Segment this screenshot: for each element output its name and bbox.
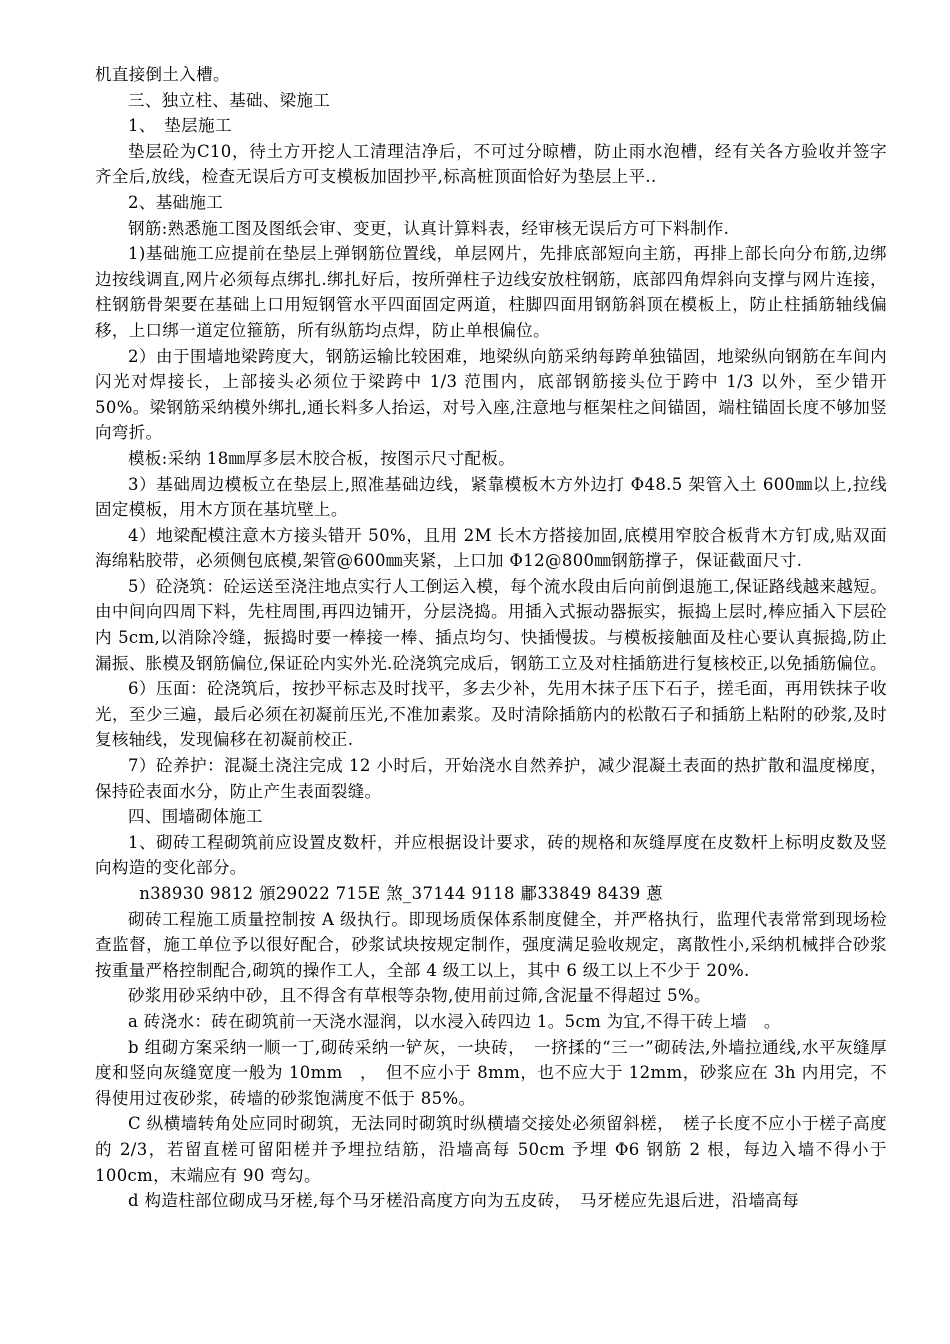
document-body bbox=[95, 62, 887, 1214]
paragraph-structural-column: d 构造柱部位砌成马牙槎,每个马牙槎沿高度方向为五皮砖， 马牙槎应先退后进，沿墙高每 bbox=[128, 1191, 800, 1211]
subheading-cushion-layer: 1、 垫层施工 bbox=[128, 116, 232, 136]
paragraph-bonding-scheme: b 组砌方案采纳一顺一丁,砌砖采纳一铲灰，一块砖， 一挤揉的“三一”砌砖法,外墙拉通线,水平灰缝厚度和竖向灰缝宽度一般为 10mm ， 但不应小于 8mm，也不应大于 12mm，砂浆应在 3h 内用完，不得使用过夜砂浆，砖墙的砂浆饱满度不低于 85%。 bbox=[95, 1037, 887, 1108]
paragraph-concrete-pouring: 5）砼浇筑：砼运送至浇注地点实行人工倒运入模，每个流水段由后向前倒退施工,保证路线越来越短。由中间向四周下料，先柱周围,再四边铺开，分层浇捣。用插入式振动器振实，振捣上层时,棒应插入下层砼内 5cm,以消除冷缝，振捣时要一棒接一棒、插点均匀、快插慢拔。与模板接触面及柱心要认真振捣,防止漏振、胀模及钢筋偏位,保证砼内实外光.砼浇筑完成后，钢筋工立及对柱插筋进行复核校正,以免插筋偏位。 bbox=[95, 576, 887, 673]
paragraph-rebar-item-2: 2）由于围墙地梁跨度大，钢筋运输比较困难，地梁纵向筋采纳每跨单独锚固，地梁纵向钢筋在车间内闪光对焊接长，上部接头必须位于梁跨中 1/3 范围内，底部钢筋接头位于跨中 1/3 以外，至少错开 50%。梁钢筋采纳模外绑扎,通长料多人抬运，对号入座,注意地与框架柱之间锚固，端柱锚固长度不够加竖向弯折。 bbox=[95, 346, 887, 443]
section-heading-columns-foundations-beams: 三、独立柱、基础、梁施工 bbox=[128, 90, 331, 110]
paragraph-formwork-intro: 模板:采纳 18㎜厚多层木胶合板，按图示尺寸配板。 bbox=[128, 448, 516, 468]
paragraph-rebar-intro: 钢筋:熟悉施工图及图纸会审、变更，认真计算料表，经审核无误后方可下料制作. bbox=[128, 218, 730, 238]
paragraph-concrete-curing: 7）砼养护：混凝土浇注完成 12 小时后，开始浇水自然养护，减少混凝土表面的热扩散和温度梯度，保持砼表面水分，防止产生表面裂缝。 bbox=[95, 756, 887, 801]
paragraph-formwork-item-4: 4）地梁配模注意木方接头错开 50%，且用 2M 长木方搭接加固,底模用窄胶合板背木方钉成,贴双面海绵粘胶带，必须侧包底模,架管@600㎜夹紧，上口加 Φ12@800㎜钢筋撑子，保证截面尺寸. bbox=[95, 525, 887, 571]
paragraph-surface-finishing: 6）压面：砼浇筑后，按抄平标志及时找平，多去少补，先用木抹子压下石子，搓毛面，再用铁抹子收光，至少三遍，最后必须在初凝前压光,不准加素浆。及时清除插筋内的松散石子和插筋上粘附的砂浆,及时复核轴线，发现偏移在初凝前校正. bbox=[95, 679, 887, 750]
paragraph-sand: 砂浆用砂采纳中砂，且不得含有草根等杂物,使用前过筛,含泥量不得超过 5%。 bbox=[128, 986, 711, 1006]
subheading-foundation: 2、基础施工 bbox=[128, 192, 224, 212]
paragraph-corner-bonding: C 纵横墙转角处应同时砌筑，无法同时砌筑时纵横墙交接处必须留斜槎， 槎子长度不应小于槎子高度的 2/3，若留直槎可留阳槎并予埋拉结筋，沿墙高每 50cm 予埋 Φ6 钢筋 2 根，每边入墙不得小于 100cm，末端应有 90 弯勾。 bbox=[95, 1114, 887, 1185]
paragraph-rebar-item-1: 1)基础施工应提前在垫层上弹钢筋位置线，单层网片，先排底部短向主筋，再排上部长向分布筋,边绑边按线调直,网片必须每点绑扎.绑扎好后，按所弹柱子边线安放柱钢筋，底部四角焊斜向支撑与网片连接，柱钢筋骨架要在基础上口用短钢管水平四面固定两道，柱脚四面用钢筋斜顶在模板上，防止柱插筋轴线偏移，上口绑一道定位箍筋，所有纵筋均点焊，防止单根偏位。 bbox=[95, 244, 887, 340]
paragraph-quality-control: 砌砖工程施工质量控制按 A 级执行。即现场质保体系制度健全，并严格执行，监理代表常常到现场检查监督，施工单位予以很好配合，砂浆试块按规定制作，强度满足验收规定，离散性小,采纳机械拌合砂浆按重量严格控制配合,砌筑的操作工人，全部 4 级工以上，其中 6 级工以上不少于 20%. bbox=[95, 909, 887, 980]
paragraph-masonry-item-1: 1、砌砖工程砌筑前应设置皮数杆，并应根据设计要求，砖的规格和灰缝厚度在皮数杆上标明皮数及竖向构造的变化部分。 bbox=[95, 832, 887, 878]
paragraph-brick-watering: a 砖浇水：砖在砌筑前一天浇水湿润，以水浸入砖四边 1。5cm 为宜,不得干砖上墙 。 bbox=[128, 1011, 781, 1031]
paragraph-code-line: n38930 9812 頒29022 715E 煞_37144 9118 鄘33849 8439 蔥 bbox=[128, 884, 663, 903]
paragraph-continuation: 机直接倒土入槽。 bbox=[95, 65, 230, 84]
paragraph-cushion-layer: 垫层砼为C10，待土方开挖人工清理洁净后，不可过分晾槽，防止雨水泡槽，经有关各方验收并签字齐全后,放线，检查无误后方可支模板加固抄平,标高桩顶面恰好为垫层上平.. bbox=[95, 141, 887, 187]
paragraph-formwork-item-3: 3）基础周边模板立在垫层上,照准基础边线，紧靠模板木方外边打 Φ48.5 架管入土 600㎜以上,拉线固定模板，用木方顶在基坑壁上。 bbox=[95, 474, 887, 520]
section-heading-masonry: 四、围墙砌体施工 bbox=[128, 807, 263, 827]
